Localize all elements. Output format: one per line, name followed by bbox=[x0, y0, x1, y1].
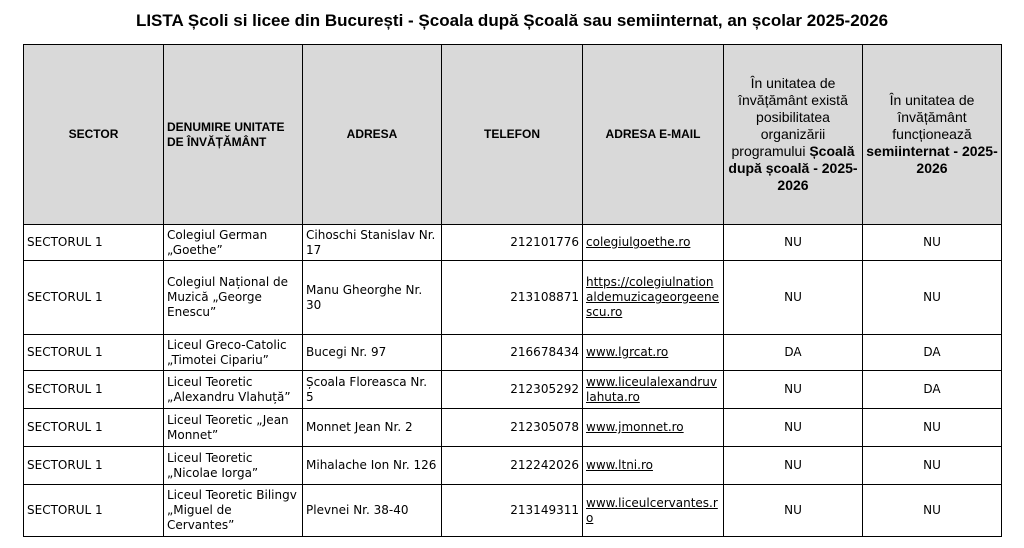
cell-address: Mihalache Ion Nr. 126 bbox=[303, 447, 442, 485]
cell-semi: NU bbox=[863, 261, 1002, 335]
cell-name: Colegiul Național de Muzică „George Enescu” bbox=[164, 261, 303, 335]
cell-phone: 216678434 bbox=[442, 335, 583, 371]
cell-sds: NU bbox=[724, 371, 863, 409]
cell-email bbox=[583, 371, 724, 409]
cell-name: Liceul Teoretic Bilingv „Miguel de Cervantes” bbox=[164, 485, 303, 537]
cell-email bbox=[583, 409, 724, 447]
header-sds-text: În unitatea de învățământ există posibilitatea organizării programului bbox=[731, 75, 848, 159]
cell-address: Monnet Jean Nr. 2 bbox=[303, 409, 442, 447]
cell-sector: SECTORUL 1 bbox=[24, 447, 164, 485]
cell-address: Școala Floreasca Nr. 5 bbox=[303, 371, 442, 409]
table-row bbox=[24, 335, 1002, 371]
header-denumire: DENUMIRE UNITATE DE ÎNVĂȚĂMÂNT bbox=[164, 45, 303, 225]
cell-semi: DA bbox=[863, 371, 1002, 409]
cell-name: Liceul Greco-Catolic „Timotei Cipariu” bbox=[164, 335, 303, 371]
page-title: LISTA Școli si licee din București - Școala după Școală sau semiinternat, an școlar 2025-2026 bbox=[135, 11, 889, 30]
cell-sector: SECTORUL 1 bbox=[24, 225, 164, 261]
cell-phone: 212305078 bbox=[442, 409, 583, 447]
email-link[interactable]: www.liceulalexandruvlahuta.ro bbox=[586, 374, 717, 404]
cell-address: Bucegi Nr. 97 bbox=[303, 335, 442, 371]
cell-email bbox=[583, 485, 724, 537]
header-email: ADRESA E-MAIL bbox=[583, 45, 724, 225]
cell-email bbox=[583, 261, 724, 335]
header-telefon: TELEFON bbox=[442, 45, 583, 225]
table-row bbox=[24, 409, 1002, 447]
table-row bbox=[24, 485, 1002, 537]
email-link[interactable]: www.jmonnet.ro bbox=[586, 420, 684, 434]
cell-semi: NU bbox=[863, 409, 1002, 447]
cell-sector: SECTORUL 1 bbox=[24, 335, 164, 371]
cell-semi: DA bbox=[863, 335, 1002, 371]
schools-table bbox=[23, 44, 1002, 537]
cell-name: Colegiul German „Goethe” bbox=[164, 225, 303, 261]
cell-sds: NU bbox=[724, 225, 863, 261]
email-link[interactable]: www.ltni.ro bbox=[586, 458, 653, 472]
cell-sector: SECTORUL 1 bbox=[24, 409, 164, 447]
header-semi-bold: semiinternat - 2025-2026 bbox=[866, 143, 998, 176]
table-row bbox=[24, 261, 1002, 335]
cell-name: Liceul Teoretic „Alexandru Vlahuță” bbox=[164, 371, 303, 409]
table-row bbox=[24, 371, 1002, 409]
email-link[interactable]: colegiulgoethe.ro bbox=[586, 235, 691, 249]
cell-phone: 212101776 bbox=[442, 225, 583, 261]
cell-phone: 213149311 bbox=[442, 485, 583, 537]
header-scoala-dupa-scoala bbox=[724, 45, 863, 225]
cell-phone: 212242026 bbox=[442, 447, 583, 485]
cell-semi: NU bbox=[863, 447, 1002, 485]
cell-address: Plevnei Nr. 38-40 bbox=[303, 485, 442, 537]
cell-phone: 213108871 bbox=[442, 261, 583, 335]
cell-phone: 212305292 bbox=[442, 371, 583, 409]
cell-sds: NU bbox=[724, 409, 863, 447]
cell-semi: NU bbox=[863, 225, 1002, 261]
cell-name: Liceul Teoretic „Jean Monnet” bbox=[164, 409, 303, 447]
cell-address: Manu Gheorghe Nr. 30 bbox=[303, 261, 442, 335]
cell-sds: NU bbox=[724, 261, 863, 335]
header-semiinternat bbox=[863, 45, 1002, 225]
cell-sds: NU bbox=[724, 447, 863, 485]
cell-email bbox=[583, 447, 724, 485]
cell-name: Liceul Teoretic „Nicolae Iorga” bbox=[164, 447, 303, 485]
cell-semi: NU bbox=[863, 485, 1002, 537]
email-link[interactable]: www.lgrcat.ro bbox=[586, 345, 669, 359]
cell-email bbox=[583, 335, 724, 371]
email-link[interactable]: www.liceulcervantes.ro bbox=[586, 495, 718, 525]
cell-email bbox=[583, 225, 724, 261]
cell-sector: SECTORUL 1 bbox=[24, 371, 164, 409]
header-row bbox=[24, 45, 1002, 225]
header-sds-bold: Școală după școală - 2025-2026 bbox=[728, 143, 858, 193]
table-row bbox=[24, 225, 1002, 261]
cell-sector: SECTORUL 1 bbox=[24, 485, 164, 537]
table-row bbox=[24, 447, 1002, 485]
cell-sds: NU bbox=[724, 485, 863, 537]
email-link[interactable]: https://colegiulnationaldemuzicageorgeenescu.ro bbox=[586, 275, 720, 319]
header-adresa: ADRESA bbox=[303, 45, 442, 225]
header-sector: SECTOR bbox=[24, 45, 164, 225]
cell-sector: SECTORUL 1 bbox=[24, 261, 164, 335]
cell-sds: DA bbox=[724, 335, 863, 371]
header-semi-text: În unitatea de învățământ funcționează bbox=[889, 92, 975, 142]
cell-address: Cihoschi Stanislav Nr. 17 bbox=[303, 225, 442, 261]
